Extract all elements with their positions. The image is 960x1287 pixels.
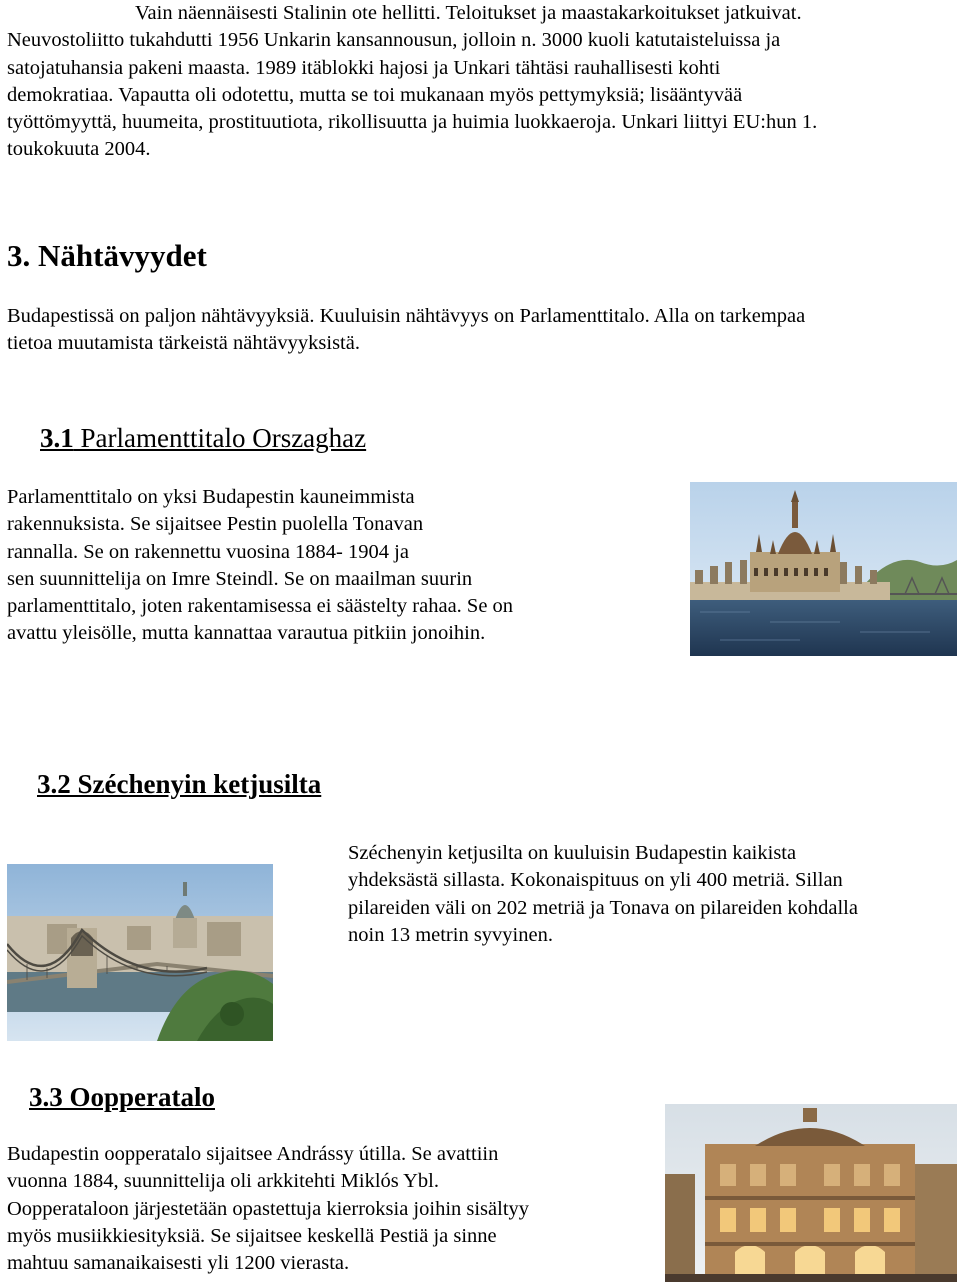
section-3-1-line: sen suunnittelija on Imre Steindl. Se on maailman suurin: [7, 567, 473, 590]
section-3-1-line: Parlamenttitalo on yksi Budapestin kauneimmista: [7, 486, 415, 508]
section-3-2-line: noin 13 metrin syvyinen.: [348, 923, 553, 946]
intro-line: satojatuhansia pakeni maasta. 1989 itäblokki hajosi ja Unkari tähtäsi rauhallisesti kohti: [7, 56, 721, 79]
section-3-3-paragraph: [7, 1141, 529, 1277]
intro-line: Neuvostoliitto tukahdutti 1956 Unkarin kansannousun, jolloin n. 3000 kuoli katutaisteluissa ja: [7, 29, 781, 52]
section-3-3-line: Budapestin oopperatalo sijaitsee Andrássy útilla. Se avattiin: [7, 1143, 499, 1165]
section-3-1-heading: [40, 421, 366, 455]
parliament-photo: [690, 482, 957, 656]
section-3-3-line: myös musiikkiesityksiä. Se sijaitsee keskellä Pestiä ja sinne: [7, 1224, 497, 1247]
intro-line: Vain näennäisesti Stalinin ote hellitti. Teloitukset ja maastakarkoitukset jatkuivat.: [135, 2, 802, 24]
section-3-heading: 3. Nähtävyydet: [7, 238, 207, 273]
intro-line: työttömyyttä, huumeita, prostituutiota, rikollisuutta ja huimia luokkaeroja. Unkari liittyi EU:hun 1.: [7, 111, 818, 134]
section-3-line: tietoa muutamista tärkeistä nähtävyyksistä.: [7, 332, 360, 355]
section-3-1-line: parlamenttitalo, joten rakentamisessa ei säästelty rahaa. Se on: [7, 595, 514, 618]
section-3-1-line: rakennuksista. Se sijaitsee Pestin puolella Tonavan: [7, 513, 424, 536]
section-3-line: Budapestissä on paljon nähtävyyksiä. Kuuluisin nähtävyys on Parlamenttitalo. Alla on tarkempaa: [7, 305, 806, 327]
section-3-paragraph: [7, 303, 805, 358]
intro-paragraph: [7, 0, 817, 164]
chain-bridge-photo: [7, 864, 273, 1041]
intro-line: toukokuuta 2004.: [7, 138, 151, 161]
section-3-3-heading: 3.3 Oopperatalo: [29, 1082, 215, 1112]
section-3-2-line: pilareiden väli on 202 metriä ja Tonava on pilareiden kohdalla: [348, 896, 858, 919]
section-3-3-line: mahtuu samanaikaisesti yli 1200 vierasta.: [7, 1252, 350, 1275]
opera-house-photo: [665, 1104, 957, 1282]
section-3-2-heading: 3.2 Széchenyin ketjusilta: [37, 769, 322, 799]
section-3-3-line: vuonna 1884, suunnittelija oli arkkitehti Miklós Ybl.: [7, 1170, 439, 1193]
section-3-1-line: rannalla. Se on rakennettu vuosina 1884- 1904 ja: [7, 540, 409, 563]
section-3-1-paragraph: [7, 484, 513, 648]
section-3-1-heading-text: Parlamenttitalo Orszaghaz: [73, 423, 367, 453]
section-3-2-line: yhdeksästä sillasta. Kokonaispituus on yli 400 metriä. Sillan: [348, 869, 843, 892]
section-3-1-heading-number: 3.1: [40, 423, 74, 453]
section-3-2-paragraph: [348, 840, 858, 949]
section-3-3-line: Oopperataloon järjestetään opastettuja kierroksia joihin sisältyy: [7, 1197, 530, 1220]
section-3-1-line: avattu yleisölle, mutta kannattaa varautua pitkiin jonoihin.: [7, 622, 486, 645]
section-3-2-line: Széchenyin ketjusilta on kuuluisin Budapestin kaikista: [348, 842, 797, 864]
intro-line: demokratiaa. Vapautta oli odotettu, mutta se toi mukanaan myös pettymyksiä; lisääntyvää: [7, 83, 743, 106]
